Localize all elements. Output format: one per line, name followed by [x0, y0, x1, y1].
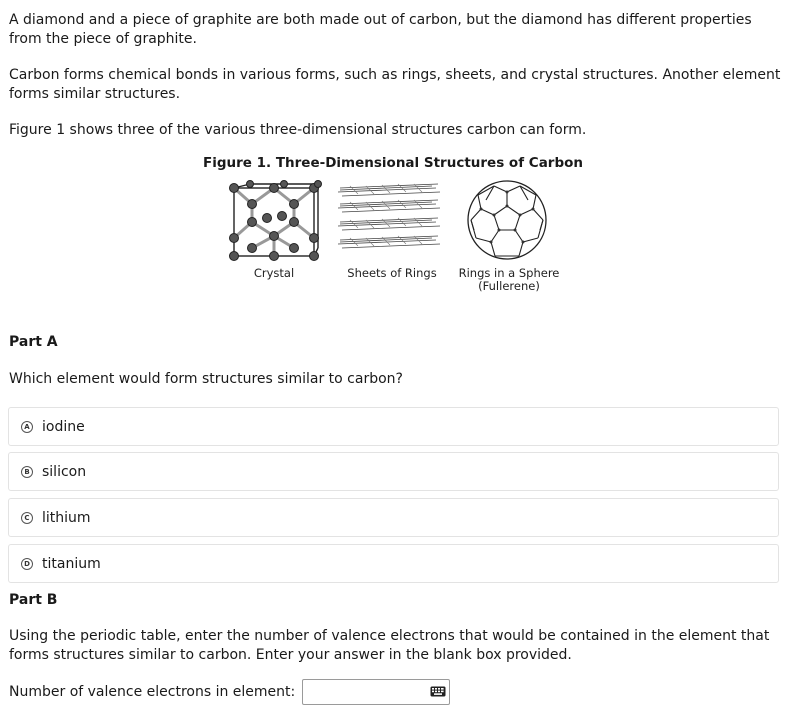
fullerene-image	[462, 178, 552, 262]
choice-b-letter: B	[21, 466, 33, 478]
caption-sphere: Rings in a Sphere	[458, 266, 560, 280]
choice-d-letter: D	[21, 558, 33, 570]
sheets-of-rings-image	[336, 180, 442, 260]
choice-d-label: titanium	[42, 555, 101, 572]
choice-d[interactable]	[8, 544, 779, 583]
part-b-question: Using the periodic table, enter the number of valence electrons that would be contained in the element that forms structures similar to carbon. Enter your answer in the blank box provided.	[9, 628, 770, 663]
caption-fullerene: (Fullerene)	[478, 279, 540, 293]
caption-sheets: Sheets of Rings	[347, 266, 437, 280]
choice-a[interactable]	[8, 407, 779, 446]
valence-electrons-input[interactable]	[302, 679, 450, 705]
choice-c-label: lithium	[42, 509, 91, 526]
intro-paragraph-2: Carbon forms chemical bonds in various forms, such as rings, sheets, and crystal structures. Another element forms similar structures.	[9, 67, 781, 102]
part-a-label: Part A	[9, 334, 58, 350]
caption-crystal: Crystal	[253, 266, 295, 280]
figure-1	[222, 178, 562, 298]
intro-paragraph-1: A diamond and a piece of graphite are both made out of carbon, but the diamond has different properties from the piece of graphite.	[9, 12, 752, 47]
choice-a-label: iodine	[42, 418, 85, 435]
figure-title: Figure 1. Three-Dimensional Structures of Carbon	[202, 155, 584, 171]
choice-b-label: silicon	[42, 463, 87, 480]
choice-c-letter: C	[21, 512, 33, 524]
answer-row	[9, 679, 450, 705]
choice-b[interactable]	[8, 452, 779, 491]
keyboard-icon[interactable]	[430, 686, 446, 697]
choice-a-letter: A	[21, 421, 33, 433]
part-a-question: Which element would form structures similar to carbon?	[9, 371, 403, 387]
crystal-structure-image	[222, 178, 326, 262]
part-b-label: Part B	[9, 592, 58, 608]
answer-label: Number of valence electrons in element:	[9, 684, 296, 700]
choice-c[interactable]	[8, 498, 779, 537]
intro-paragraph-3: Figure 1 shows three of the various three-dimensional structures carbon can form.	[9, 122, 587, 138]
